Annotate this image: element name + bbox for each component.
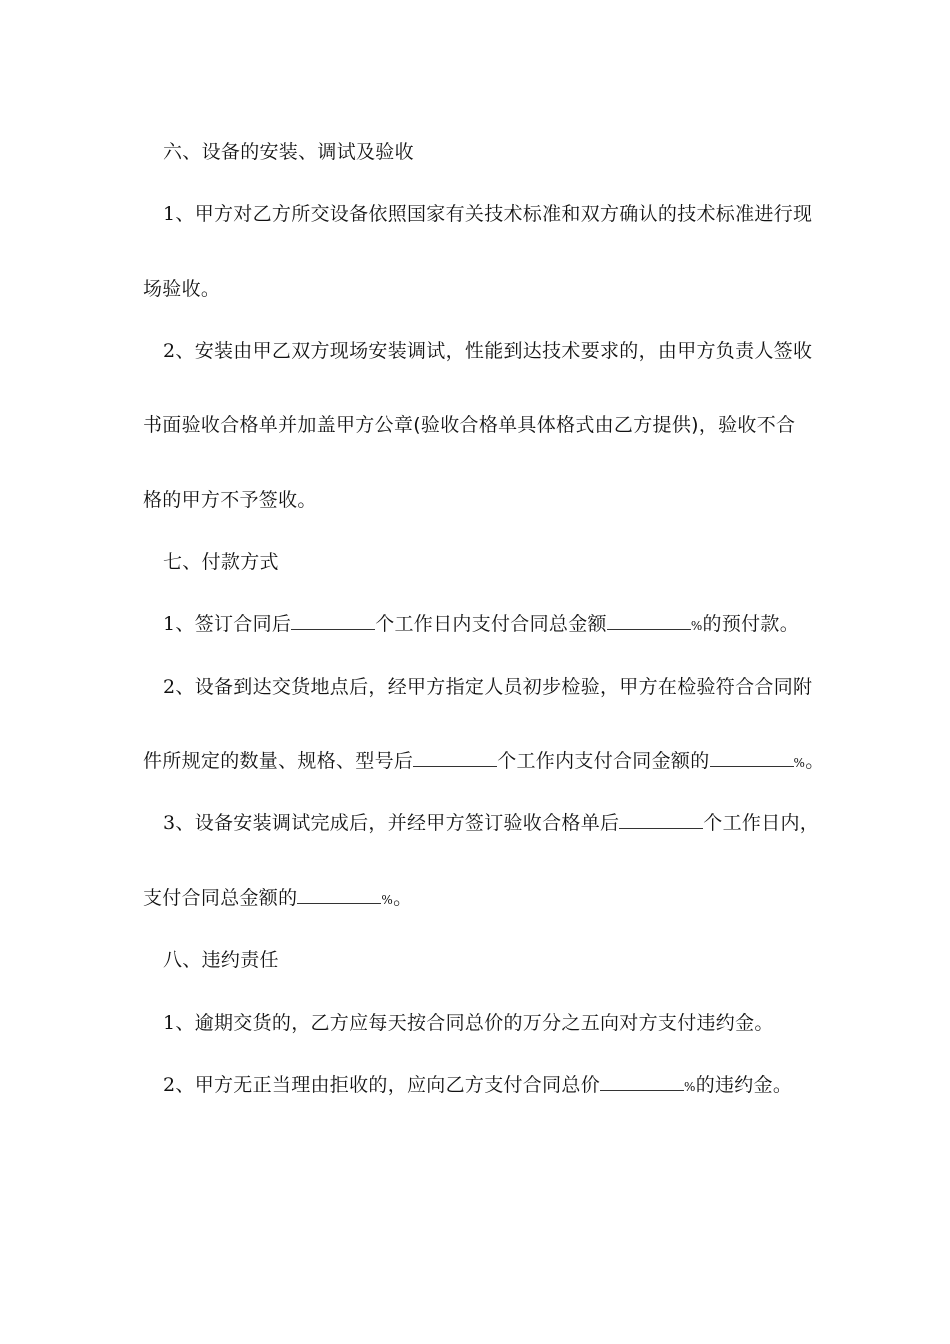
sec7-item2-line1: [0, 674, 950, 700]
item-number: 2: [163, 676, 176, 698]
fill-blank[interactable]: [297, 885, 381, 904]
fill-blank[interactable]: [600, 1072, 684, 1091]
sec8-item2: [0, 1072, 950, 1100]
text: 的违约金。: [695, 1074, 793, 1096]
fill-blank[interactable]: [710, 748, 794, 767]
text: 、设备到达交货地点后，经甲方指定人员初步检验，甲方在检验符合合同附: [175, 676, 813, 698]
sec6-item1-line2: 场验收。: [143, 278, 221, 300]
text: 、甲方对乙方所交设备依照国家有关技术标准和双方确认的技术标准进行现: [175, 203, 813, 225]
text: 支付合同总金额的: [143, 887, 298, 909]
text: 、甲方无正当理由拒收的，应向乙方支付合同总价: [175, 1074, 600, 1096]
fill-blank[interactable]: [413, 748, 497, 767]
item-number: 1: [163, 203, 176, 225]
percent-sign: %: [690, 619, 703, 633]
text: 、签订合同后: [175, 613, 292, 635]
text: 。: [393, 887, 413, 909]
sec7-item3-line1: [0, 810, 950, 836]
section-7-title: 七、付款方式: [163, 551, 279, 573]
sec7-item3-line2: [0, 885, 950, 913]
percent-sign: %: [793, 756, 806, 770]
fill-blank[interactable]: [607, 611, 691, 630]
text: 个工作日内支付合同总金额: [375, 613, 607, 635]
percent-sign: %: [684, 1080, 696, 1094]
sec7-item1: [0, 611, 950, 639]
fill-blank[interactable]: [619, 810, 703, 829]
fill-blank[interactable]: [291, 611, 375, 630]
item-number: 2: [163, 340, 176, 362]
sec8-item1: [0, 1010, 950, 1036]
item-number: 1: [163, 1012, 176, 1034]
sec6-item2-line1: [0, 338, 950, 364]
section-6-title: 六、设备的安装、调试及验收: [163, 141, 414, 163]
percent-sign: %: [381, 893, 394, 907]
item-number: 2: [163, 1074, 176, 1096]
sec7-item2-line2: [0, 748, 950, 776]
sec6-item1-line1: [0, 201, 950, 227]
sec6-item2-line2: 书面验收合格单并加盖甲方公章(验收合格单具体格式由乙方提供)，验收不合: [143, 414, 796, 436]
item-number: 3: [163, 812, 176, 834]
section-8-title: 八、违约责任: [163, 949, 279, 971]
text: 件所规定的数量、规格、型号后: [143, 750, 414, 772]
item-number: 1: [163, 613, 176, 635]
sec6-item2-line3: 格的甲方不予签收。: [143, 489, 317, 511]
text: 。: [805, 750, 825, 772]
text: 的预付款。: [702, 613, 800, 635]
text: 、安装由甲乙双方现场安装调试，性能到达技术要求的，由甲方负责人签收: [175, 340, 813, 362]
text: 个工作内支付合同金额的: [497, 750, 710, 772]
text: 、逾期交货的，乙方应每天按合同总价的万分之五向对方支付违约金。: [175, 1012, 774, 1034]
text: 、设备安装调试完成后，并经甲方签订验收合格单后: [175, 812, 620, 834]
text: 个工作日内，: [703, 812, 820, 834]
